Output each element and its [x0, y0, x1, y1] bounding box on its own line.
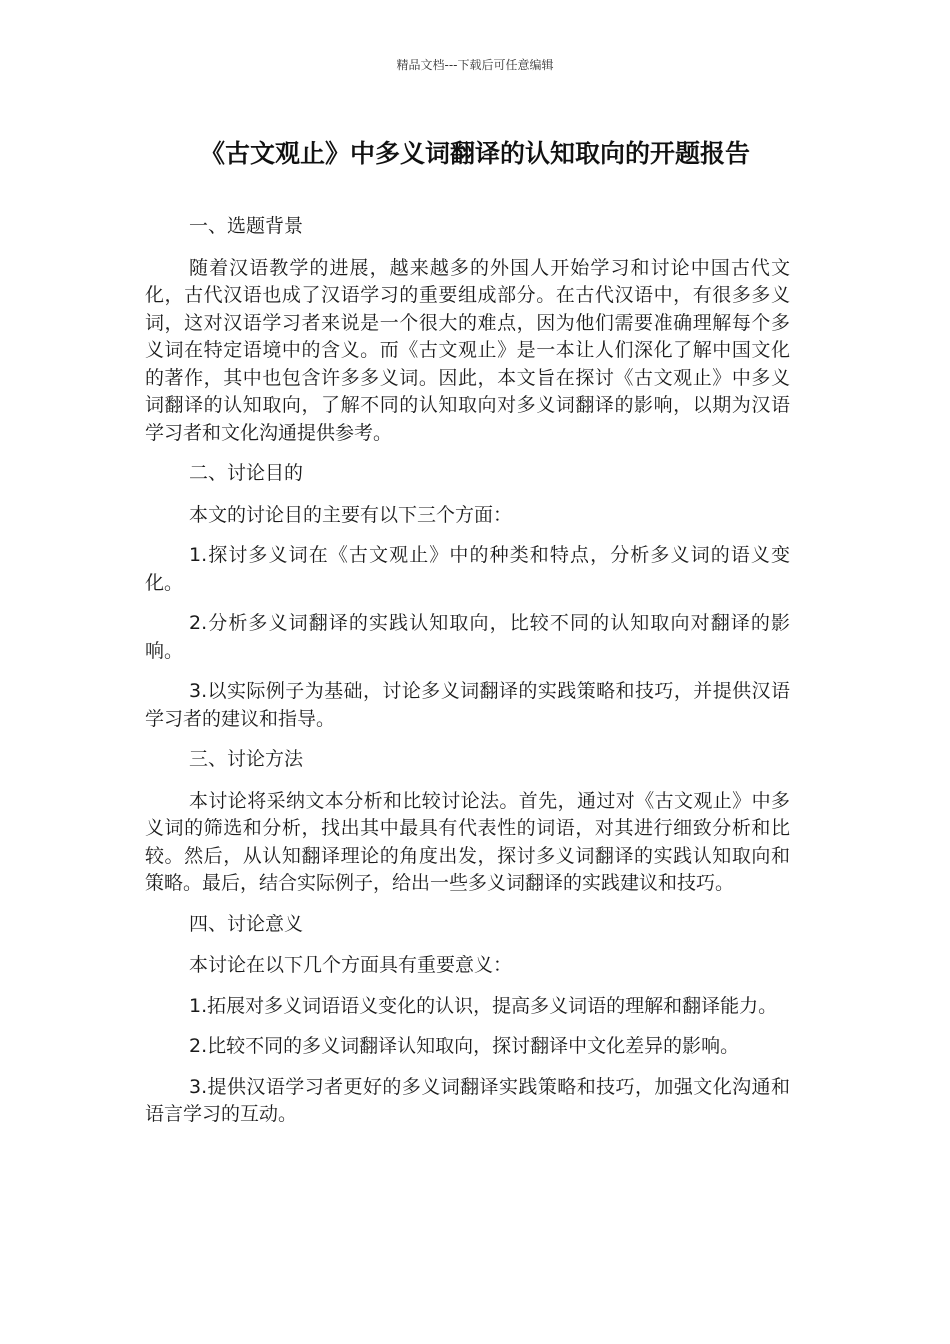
document-body [145, 213, 790, 1142]
list-item: 3.提供汉语学习者更好的多义词翻译实践策略和技巧，加强文化沟通和语言学习的互动。 [145, 1075, 790, 1125]
page-header: 精品文档---下载后可任意编辑 [396, 58, 554, 72]
section-heading: 三、讨论方法 [189, 748, 304, 770]
list-item: 3.以实际例子为基础，讨论多义词翻译的实践策略和技巧，并提供汉语学习者的建议和指导。 [145, 680, 790, 730]
list-item: 2.分析多义词翻译的实践认知取向，比较不同的认知取向对翻译的影响。 [145, 612, 790, 662]
section-significance [145, 911, 790, 1129]
paragraph: 本讨论在以下几个方面具有重要意义： [189, 954, 513, 976]
list-item: 2.比较不同的多义词翻译认知取向，探讨翻译中文化差异的影响。 [189, 1035, 740, 1057]
paragraph: 本文的讨论目的主要有以下三个方面： [189, 503, 513, 526]
section-purpose [145, 460, 790, 733]
section-background [145, 213, 790, 447]
document-title: 《古文观止》中多义词翻译的认知取向的开题报告 [199, 139, 750, 168]
section-heading: 一、选题背景 [189, 215, 304, 237]
paragraph: 本讨论将采纳文本分析和比较讨论法。首先，通过对《古文观止》中多义词的筛选和分析，找出其中最具有代表性的词语，对其进行细致分析和比较。然后，从认知翻译理论的角度出发，探讨多义词翻译的实践认知取向和策略。最后，结合实际例子，给出一些多义词翻译的实践建议和技巧。 [145, 789, 790, 894]
paragraph: 随着汉语教学的进展，越来越多的外国人开始学习和讨论中国古代文化，古代汉语也成了汉语学习的重要组成部分。在古代汉语中，有很多多义词，这对汉语学习者来说是一个很大的难点，因为他们需要准确理解每个多义词在特定语境中的含义。而《古文观止》是一本让人们深化了解中国文化的著作，其中也包含许多多义词。因此，本文旨在探讨《古文观止》中多义词翻译的认知取向，了解不同的认知取向对多义词翻译的影响，以期为汉语学习者和文化沟通提供参考。 [145, 256, 790, 444]
section-heading: 二、讨论目的 [189, 462, 304, 484]
section-heading: 四、讨论意义 [189, 912, 304, 935]
section-method [145, 746, 790, 898]
list-item: 1.拓展对多义词语语义变化的认识，提高多义词语的理解和翻译能力。 [189, 994, 778, 1017]
list-item: 1.探讨多义词在《古文观止》中的种类和特点，分析多义词的语义变化。 [145, 544, 790, 594]
